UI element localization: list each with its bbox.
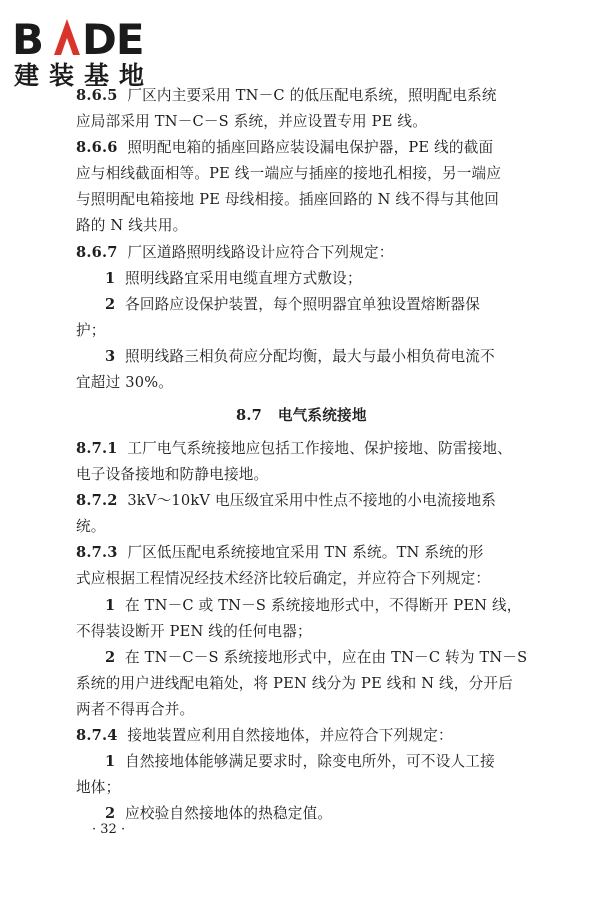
- text-line: [76, 190, 499, 210]
- text-line: [76, 517, 106, 537]
- list-item-number: 1: [105, 753, 116, 770]
- clause-text: 接地装置应利用自然接地体，并应符合下列规定：: [127, 727, 453, 744]
- logo-letters-de: DE: [82, 15, 144, 64]
- clause-number: 8.7.2: [76, 492, 118, 509]
- list-item: [105, 596, 522, 616]
- text-line-content: 与照明配电箱接地 PE 母线相接。插座回路的 N 线不得与其他回: [76, 191, 500, 208]
- text-line-content: 系统的用户进线配电箱处，将 PEN 线分为 PE 线和 N 线，分开后: [76, 675, 513, 692]
- page-number: · 32 ·: [92, 822, 126, 837]
- text-line-content: 应与相线截面相等。PE 线一端应与插座的接地孔相接，另一端应: [76, 165, 502, 182]
- list-item-text: 各回路应设保护装置，每个照明器宜单独设置熔断器保: [125, 296, 481, 313]
- text-line: [76, 112, 427, 132]
- text-line: [76, 622, 312, 642]
- clause-number: 8.6.7: [76, 244, 118, 261]
- clause-number: 8.7.4: [76, 727, 118, 744]
- text-line-content: 地体；: [76, 779, 121, 796]
- clause-text: 厂区道路照明线路设计应符合下列规定：: [127, 244, 394, 261]
- clause-8-6-5: [76, 86, 497, 106]
- text-line-content: 两者不得再合并。: [76, 701, 195, 718]
- list-item: [105, 804, 332, 824]
- clause-8-7-2: [76, 491, 496, 511]
- list-item-text: 应校验自然接地体的热稳定值。: [125, 805, 333, 822]
- text-line: [76, 569, 490, 589]
- list-item-text: 照明线路宜采用电缆直埋方式敷设；: [125, 270, 362, 287]
- clause-number: 8.7.3: [76, 544, 118, 561]
- section-heading-8-7: [236, 406, 367, 426]
- text-line: [76, 700, 194, 720]
- section-title: 电气系统接地: [277, 407, 367, 424]
- clause-8-6-7: [76, 243, 394, 263]
- clause-number: 8.6.5: [76, 87, 118, 104]
- list-item: [105, 347, 495, 367]
- list-item-number: 1: [105, 597, 116, 614]
- text-line: [76, 778, 120, 798]
- list-item-text: 在 TN－C－S 系统接地形式中，应在由 TN－C 转为 TN－S: [125, 649, 528, 666]
- text-line-content: 应局部采用 TN－C－S 系统，并应设置专用 PE 线。: [76, 113, 427, 130]
- list-item-number: 1: [105, 270, 116, 287]
- clause-text: 照明配电箱的插座回路应装设漏电保护器，PE 线的截面: [127, 139, 494, 156]
- bade-logo: [10, 8, 185, 88]
- text-line: [76, 373, 173, 393]
- list-item: [105, 648, 527, 668]
- list-item-number: 2: [105, 805, 116, 822]
- text-line-content: 式应根据工程情况经技术经济比较后确定，并应符合下列规定：: [76, 570, 491, 587]
- text-line-content: 电子设备接地和防静电接地。: [76, 466, 269, 483]
- text-line: [76, 216, 187, 236]
- text-line-content: 路的 N 线共用。: [76, 217, 188, 234]
- clause-text: 厂区低压配电系统接地宜采用 TN 系统。TN 系统的形: [127, 544, 484, 561]
- logo-letter-b: B: [12, 15, 44, 64]
- text-line: [76, 164, 501, 184]
- text-line-content: 护；: [76, 322, 106, 339]
- list-item-number: 3: [105, 348, 116, 365]
- clause-8-7-3: [76, 543, 484, 563]
- text-line: [76, 674, 513, 694]
- clause-text: 3kV～10kV 电压级宜采用中性点不接地的小电流接地系: [127, 492, 497, 509]
- text-line-content: 宜超过 30%。: [76, 374, 174, 391]
- clause-text: 工厂电气系统接地应包括工作接地、保护接地、防雷接地、: [127, 440, 512, 457]
- list-item-text: 照明线路三相负荷应分配均衡，最大与最小相负荷电流不: [125, 348, 495, 365]
- text-line: [76, 465, 268, 485]
- text-line: [76, 321, 106, 341]
- list-item-text: 自然接地体能够满足要求时，除变电所外，可不设人工接: [125, 753, 495, 770]
- clause-8-7-1: [76, 439, 512, 459]
- bade-logo-graphic: [10, 8, 185, 88]
- clause-8-7-4: [76, 726, 453, 746]
- text-line-content: 统。: [76, 518, 106, 535]
- list-item-number: 2: [105, 649, 116, 666]
- list-item-number: 2: [105, 296, 116, 313]
- clause-number: 8.7.1: [76, 440, 118, 457]
- clause-8-6-6: [76, 138, 493, 158]
- list-item-text: 在 TN－C 或 TN－S 系统接地形式中，不得断开 PEN 线，: [125, 597, 522, 614]
- section-number: 8.7: [236, 407, 262, 424]
- logo-triangle-mark: [54, 19, 80, 55]
- text-line-content: 不得装设断开 PEN 线的任何电器；: [76, 623, 312, 640]
- clause-text: 厂区内主要采用 TN－C 的低压配电系统，照明配电系统: [127, 87, 497, 104]
- list-item: [105, 269, 362, 289]
- logo-tagline: 建装基地: [14, 61, 155, 88]
- clause-number: 8.6.6: [76, 139, 118, 156]
- list-item: [105, 752, 495, 772]
- list-item: [105, 295, 480, 315]
